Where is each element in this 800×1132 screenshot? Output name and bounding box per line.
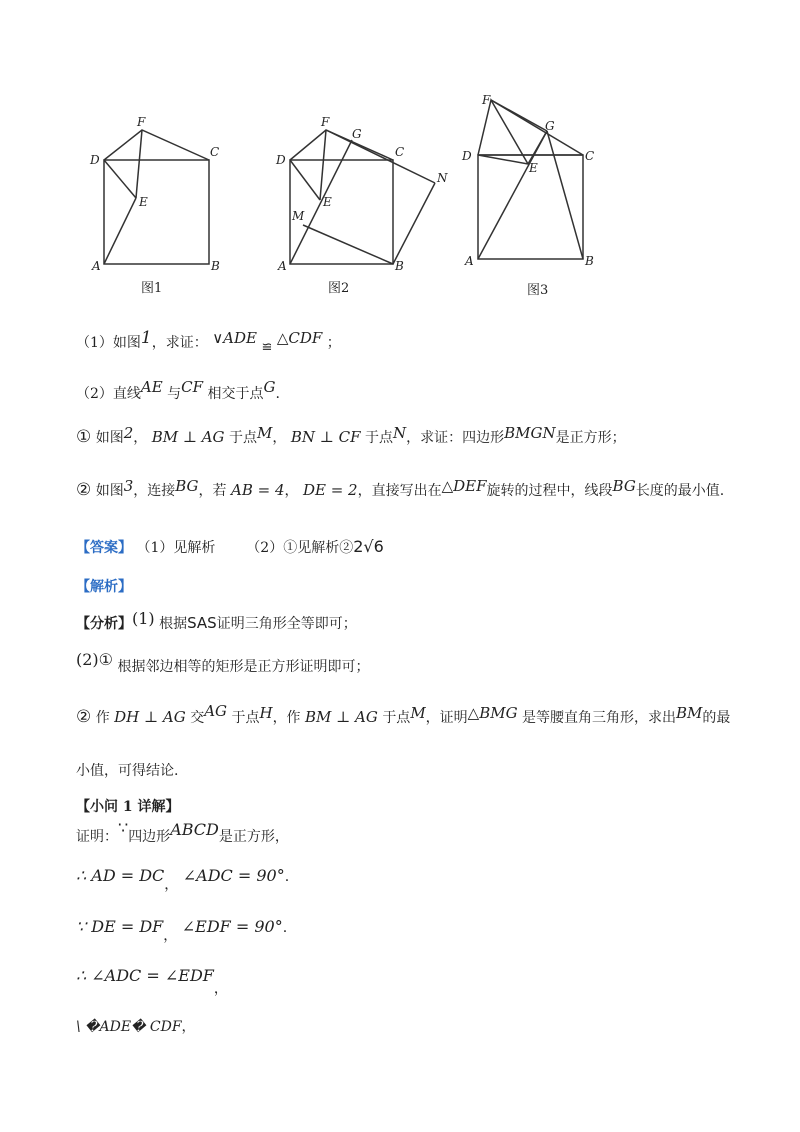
fig1-label-C: C <box>210 145 220 159</box>
analysis-line-3-cont: 小值，可得结论. <box>76 763 179 779</box>
fig3-caption: 图3 <box>527 283 549 298</box>
fig1-label-B: B <box>211 259 220 273</box>
fig1-label-E: E <box>139 195 148 209</box>
fig3-label-F: F <box>482 93 491 107</box>
figures-area <box>0 0 800 310</box>
question-2-part-1: ① 如图2， BM ⊥ AG 于点M， BN ⊥ CF 于点N，求证：四边形BMGN是正方形； <box>76 424 626 447</box>
fig2-label-M: M <box>292 209 305 223</box>
fig2-caption: 图2 <box>328 281 350 296</box>
analysis-line-2: (2)① 根据邻边相等的矩形是正方形证明即可； <box>76 650 370 675</box>
fig2-label-F: F <box>321 115 330 129</box>
answer-line: 【答案】 （1）见解析 （2）①见解析②2√6 <box>76 537 384 556</box>
question-1: （1）如图1，求证： ∨ADE ≌ △CDF ； <box>76 328 341 355</box>
detail-tag: 【小问 1 详解】 <box>76 799 180 815</box>
proof-line-5: \ �ADE� CDF， <box>76 1019 196 1035</box>
fig1-label-A: A <box>92 259 101 273</box>
analysis-line-3: ② 作 DH ⊥ AG 交AG 于点H，作 BM ⊥ AG 于点M，证明△BMG 是等腰直角三角形，求出BM的最 <box>76 702 731 727</box>
figure-1 <box>89 115 220 296</box>
fig3-label-C: C <box>585 149 595 163</box>
fig1-label-D: D <box>90 153 100 167</box>
question-2-part-2: ② 如图3，连接BG，若 AB = 4， DE = 2，直接写出在△DEF旋转的过程中，线段BG长度的最小值. <box>76 477 725 500</box>
proof-line-2: ∴ AD = DC， ∠ADC = 90°. <box>76 866 290 893</box>
analysis-line-1: 【分析】(1) 根据SAS证明三角形全等即可； <box>76 609 357 632</box>
fig2-label-N: N <box>437 171 448 185</box>
question-2: （2）直线AE 与CF 相交于点G. <box>76 378 280 402</box>
fig3-label-A: A <box>465 254 474 268</box>
fig3-label-G: G <box>545 119 555 133</box>
figure-3 <box>461 93 594 298</box>
proof-line-3: ∵ DE = DF， ∠EDF = 90°. <box>76 917 288 944</box>
fig2-label-A: A <box>278 259 287 273</box>
fig2-label-B: B <box>395 259 404 273</box>
fig1-label-F: F <box>137 115 146 129</box>
proof-line-1: 证明：∵四边形ABCD是正方形， <box>76 818 289 845</box>
proof-line-4: ∴ ∠ADC = ∠EDF， <box>76 966 228 997</box>
fig3-label-E: E <box>529 161 538 175</box>
analysis-tag: 【解析】 <box>76 579 132 595</box>
fig2-label-E: E <box>323 195 332 209</box>
fig1-caption: 图1 <box>141 281 163 296</box>
figure-2 <box>275 115 448 296</box>
fig2-label-C: C <box>395 145 405 159</box>
fig3-label-D: D <box>462 149 472 163</box>
geometry-figures <box>0 0 800 310</box>
fig3-label-B: B <box>585 254 594 268</box>
fig2-label-D: D <box>276 153 286 167</box>
fig2-label-G: G <box>352 127 362 141</box>
